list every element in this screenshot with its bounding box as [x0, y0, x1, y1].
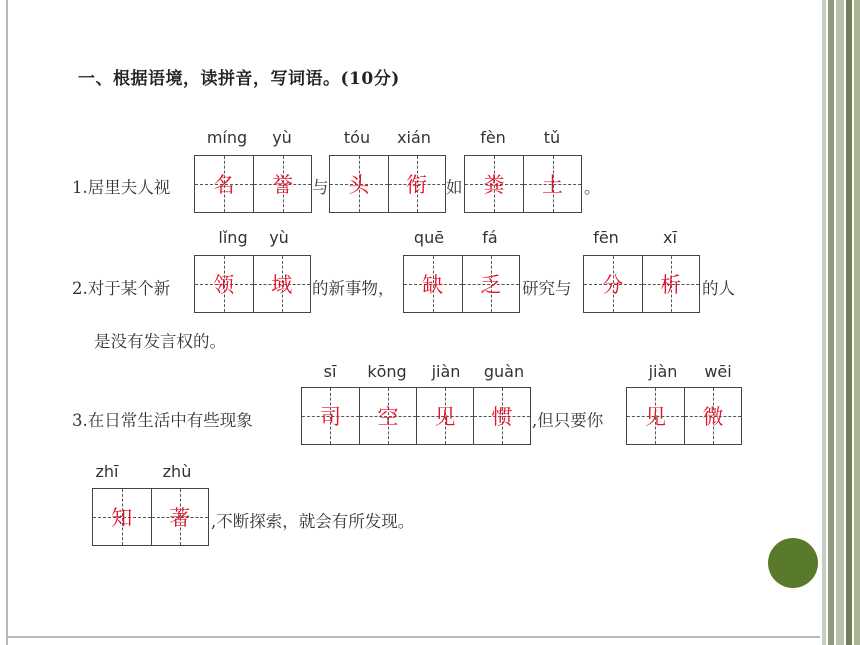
tian-zi-cell[interactable]	[462, 256, 520, 312]
answer-char: 知	[111, 506, 133, 530]
answer-char: 见	[644, 405, 666, 429]
pinyin-label: quē	[413, 228, 445, 247]
answer-grid[interactable]	[301, 387, 531, 445]
answer-char: 析	[660, 273, 682, 297]
answer-char: 空	[377, 405, 399, 429]
tian-zi-cell[interactable]	[302, 388, 359, 444]
decor-bar	[822, 0, 826, 645]
answer-char: 司	[319, 405, 341, 429]
answer-grid[interactable]	[626, 387, 742, 445]
pinyin-label: wēi	[704, 362, 732, 381]
pinyin-label: kōng	[367, 362, 407, 381]
pinyin-label: fá	[482, 228, 498, 247]
decor-bar	[828, 0, 834, 645]
answer-char: 分	[602, 273, 624, 297]
question-text: ,不断探索，就会有所发现。	[211, 512, 415, 531]
answer-grid[interactable]	[403, 255, 520, 313]
tian-zi-cell[interactable]	[416, 388, 473, 444]
pinyin-label: yù	[269, 228, 289, 247]
answer-grid[interactable]	[194, 155, 312, 213]
tian-zi-cell[interactable]	[151, 489, 209, 545]
pinyin-label: lǐng	[218, 228, 248, 247]
question-text: 的人	[702, 279, 735, 298]
tian-zi-cell[interactable]	[253, 256, 311, 312]
pinyin-label: yù	[272, 128, 292, 147]
decorative-circle	[768, 538, 818, 588]
answer-char: 缺	[422, 273, 444, 297]
decor-bar	[854, 0, 860, 645]
question-text: 与	[312, 178, 329, 197]
tian-zi-cell[interactable]	[388, 156, 446, 212]
pinyin-label: zhù	[162, 462, 192, 481]
pinyin-label: guàn	[483, 362, 525, 381]
question-text: 研究与	[522, 279, 572, 298]
tian-zi-cell[interactable]	[195, 256, 253, 312]
pinyin-label: sī	[323, 362, 337, 381]
answer-char: 粪	[483, 173, 505, 197]
answer-char: 惯	[491, 405, 513, 429]
answer-char: 域	[271, 273, 293, 297]
tian-zi-cell[interactable]	[195, 156, 253, 212]
pinyin-label: tóu	[343, 128, 371, 147]
question-text: 2.对于某个新	[72, 279, 171, 298]
question-text: ,但只要你	[532, 411, 604, 430]
tian-zi-cell[interactable]	[465, 156, 523, 212]
pinyin-label: xī	[663, 228, 677, 247]
question-text: 。	[584, 178, 601, 197]
left-frame-line	[6, 0, 8, 645]
tian-zi-cell[interactable]	[253, 156, 311, 212]
answer-grid[interactable]	[329, 155, 446, 213]
question-text: 3.在日常生活中有些现象	[72, 411, 253, 430]
pinyin-label: jiàn	[431, 362, 461, 381]
tian-zi-cell[interactable]	[473, 388, 530, 444]
answer-char: 领	[213, 273, 235, 297]
answer-char: 头	[348, 173, 370, 197]
answer-char: 微	[702, 405, 724, 429]
tian-zi-cell[interactable]	[359, 388, 416, 444]
question-text: 是没有发言权的。	[94, 332, 226, 351]
pinyin-label: fēn	[593, 228, 619, 247]
answer-char: 土	[542, 173, 563, 197]
question-text: 的新事物，	[312, 279, 395, 298]
tian-zi-cell[interactable]	[93, 489, 151, 545]
answer-grid[interactable]	[464, 155, 582, 213]
question-text: 如	[446, 178, 463, 197]
answer-grid[interactable]	[194, 255, 311, 313]
answer-grid[interactable]	[583, 255, 700, 313]
pinyin-label: zhī	[95, 462, 119, 481]
answer-grid[interactable]	[92, 488, 209, 546]
answer-char: 衔	[406, 173, 428, 197]
section-title: 一、根据语境，读拼音，写词语。(10分)	[78, 69, 400, 89]
answer-char: 乏	[480, 273, 502, 297]
answer-char: 誉	[272, 173, 293, 197]
pinyin-label: jiàn	[648, 362, 678, 381]
bottom-frame-line	[6, 636, 820, 638]
tian-zi-cell[interactable]	[584, 256, 642, 312]
tian-zi-cell[interactable]	[404, 256, 462, 312]
pinyin-label: tǔ	[543, 128, 561, 147]
tian-zi-cell[interactable]	[627, 388, 684, 444]
answer-char: 著	[169, 506, 191, 530]
question-text: 1.居里夫人视	[72, 178, 171, 197]
answer-char: 见	[434, 405, 456, 429]
answer-char: 名	[213, 173, 235, 197]
decor-bar	[846, 0, 852, 645]
tian-zi-cell[interactable]	[684, 388, 741, 444]
tian-zi-cell[interactable]	[523, 156, 581, 212]
tian-zi-cell[interactable]	[642, 256, 700, 312]
pinyin-label: fèn	[480, 128, 506, 147]
pinyin-label: xián	[397, 128, 431, 147]
decor-bar	[836, 0, 844, 645]
tian-zi-cell[interactable]	[330, 156, 388, 212]
pinyin-label: míng	[206, 128, 248, 147]
